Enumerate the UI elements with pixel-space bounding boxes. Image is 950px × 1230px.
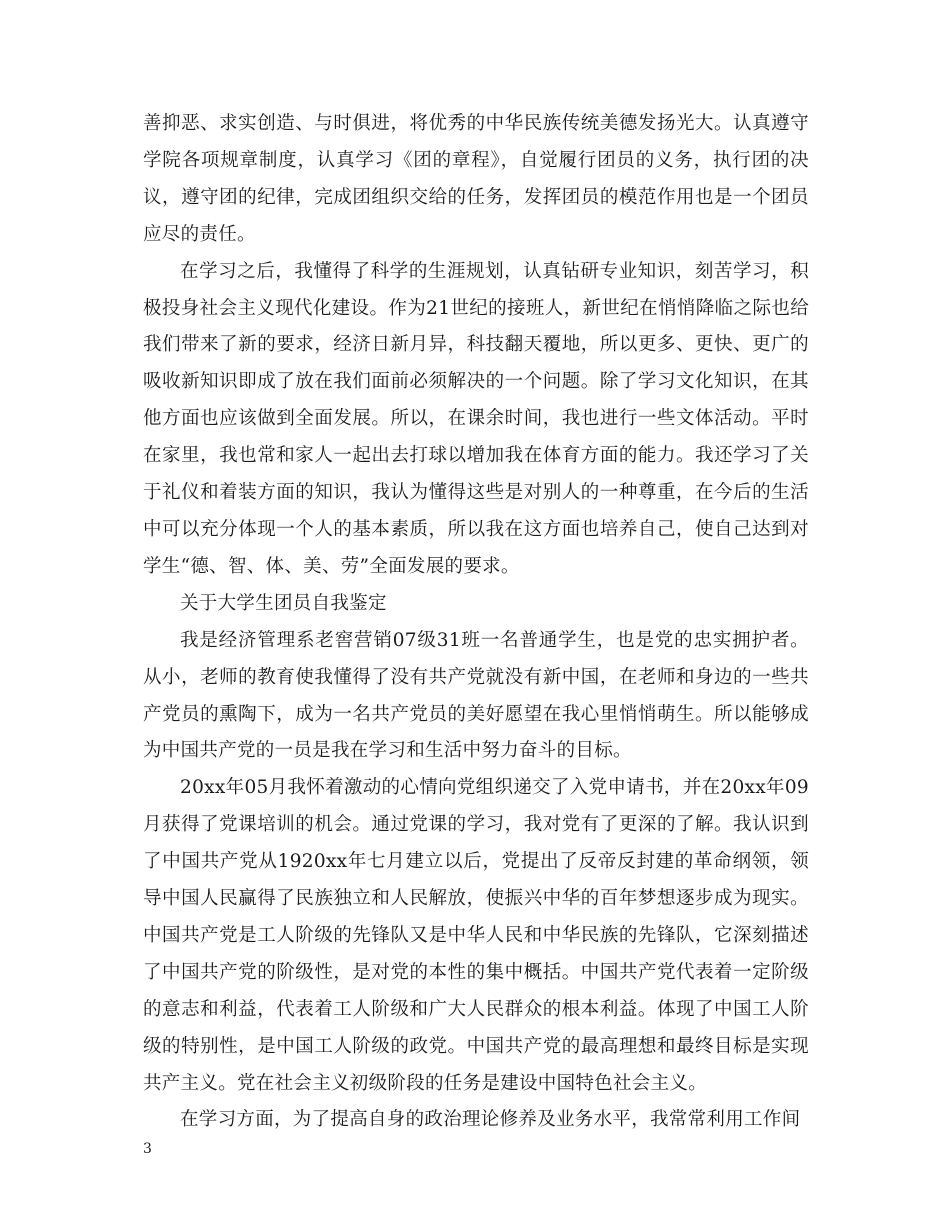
paragraph-party-application: 20xx年05月我怀着激动的心情向党组织递交了入党申请书，并在20xx年09月获得了党课培训的机会。通过党课的学习，我对党有了更深的了解。我认识到了中国共产党从1920xx年七月建立以后，党提出了反帝反封建的革命纲领，领导中国人民赢得了民族独立和人民解放，使振兴中华的百年梦想逐步成为现实。中国共产党是工人阶级的先锋队又是中华人民和中华民族的先锋队，它深刻描述了中国共产党的阶级性，是对党的本性的集中概括。中国共产党代表着一定阶级的意志和利益，代表着工人阶级和广大人民群众的根本利益。体现了中国工人阶级的特别性，是中国工人阶级的政党。中国共产党的最高理想和最终目标是实现共产主义。党在社会主义初级阶段的任务是建设中国特色社会主义。 (143, 777, 809, 1094)
document-page (143, 106, 809, 1139)
page-number: 3 (143, 1141, 152, 1157)
paragraph-study-planning: 在学习之后，我懂得了科学的生涯规划，认真钻研专业知识，刻苦学习，积极投身社会主义现代化建设。作为21世纪的接班人，新世纪在悄悄降临之际也给我们带来了新的要求，经济日新月异，科技翻天覆地，所以更多、更快、更广的吸收新知识即成了放在我们面前必须解决的一个问题。除了学习文化知识，在其他方面也应该做到全面发展。所以，在课余时间，我也进行一些文体活动。平时在家里，我也常和家人一起出去打球以增加我在体育方面的能力。我还学习了关于礼仪和着装方面的知识，我认为懂得这些是对别人的一种尊重，在今后的生活中可以充分体现一个人的基本素质，所以我在这方面也培养自己，使自己达到对学生“德、智、体、美、劳”全面发展的要求。 (143, 260, 809, 577)
paragraph-study-aspect: 在学习方面，为了提高自身的政治理论修养及业务水平，我常常利用工作间 (180, 1109, 801, 1131)
paragraph-introduction: 我是经济管理系老窖营销07级31班一名普通学生，也是党的忠实拥护者。从小，老师的教育使我懂得了没有共产党就没有新中国，在老师和身边的一些共产党员的熏陶下，成为一名共产党员的美好愿望在我心里悄悄萌生。所以能够成为中国共产党的一员是我在学习和生活中努力奋斗的目标。 (143, 629, 809, 762)
paragraph-continuation: 善抑恶、求实创造、与时俱进，将优秀的中华民族传统美德发扬光大。认真遵守学院各项规章制度，认真学习《团的章程》，自觉履行团员的义务，执行团的决议，遵守团的纪律，完成团组织交给的任务，发挥团员的模范作用也是一个团员应尽的责任。 (143, 113, 809, 245)
section-heading: 关于大学生团员自我鉴定 (180, 592, 387, 614)
